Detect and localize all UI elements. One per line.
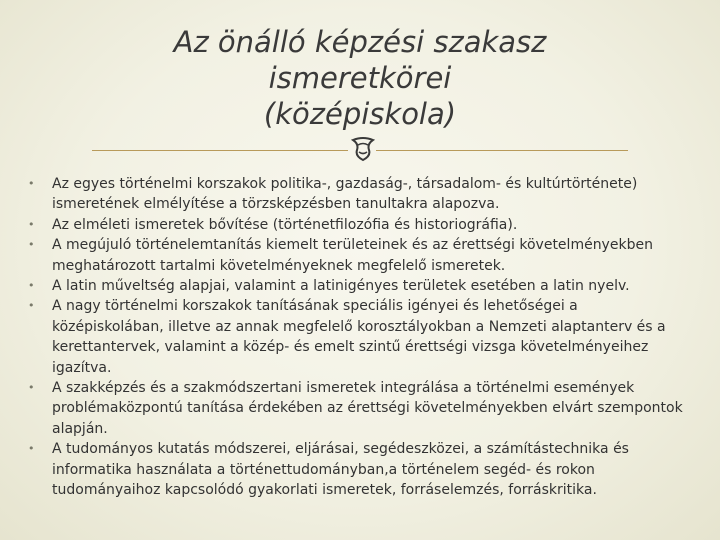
bullet-marker: •: [28, 217, 35, 231]
list-item: [28, 378, 692, 439]
bullet-marker: •: [28, 279, 35, 293]
list-item-text: A latin műveltség alapjai, valamint a latinigényes területek esetében a latin nyelv.: [52, 278, 630, 295]
list-item-text: A nagy történelmi korszakok tanításának speciális igényei és lehetőségei a középiskolában, illetve az annak megfelelő korosztályokban a Nemzeti alaptanterv és a kerettantervek, valamint a közép- és emelt szintű érettségi vizsga követelményeihez igazítva.: [52, 298, 666, 376]
title-line: (középiskola): [263, 97, 457, 131]
list-item: [28, 296, 692, 378]
list-item-text: Az egyes történelmi korszakok politika-, gazdaság-, társadalom- és kultúrtörténete) ismeretének elmélyítése a törzsképzésben tanultakra alapozva.: [52, 176, 638, 213]
bullet-marker: •: [28, 177, 35, 190]
list-item: [28, 439, 692, 500]
bullet-list: [28, 174, 692, 501]
list-item-text: A megújuló történelemtanítás kiemelt területeinek és az érettségi követelményekben meghatározott tartalmi követelményeknek megfelelő ismeretek.: [52, 237, 653, 274]
title-divider-left: [92, 150, 348, 151]
slide-title: [110, 24, 610, 132]
title-divider-right: [376, 150, 628, 151]
title-line: Az önálló képzési szakasz: [173, 25, 547, 59]
list-item: [28, 215, 692, 235]
bullet-marker: •: [28, 238, 35, 252]
list-item-text: Az elméleti ismeretek bővítése (történetfilozófia és historiográfia).: [52, 216, 518, 233]
list-item: [28, 174, 692, 215]
list-item: [28, 235, 692, 276]
list-item: [28, 276, 692, 296]
bullet-marker: •: [28, 299, 35, 313]
bullet-marker: •: [28, 442, 35, 456]
scroll-ornament-icon: [350, 136, 376, 164]
bullet-marker: •: [28, 381, 35, 395]
list-item-text: A tudományos kutatás módszerei, eljárásai, segédeszközei, a számítástechnika és informatika használata a történettudományban,a történelem segéd- és rokon tudományaihoz kapcsolódó gyakorlati ismeretek, forráselemzés, forráskritika.: [52, 441, 629, 499]
list-item-text: A szakképzés és a szakmódszertani ismeretek integrálása a történelmi események problémaközpontú tanítása érdekében az érettségi követelményekben elvárt szempontok alapján.: [52, 380, 683, 437]
title-line: ismeretkörei: [268, 61, 452, 95]
